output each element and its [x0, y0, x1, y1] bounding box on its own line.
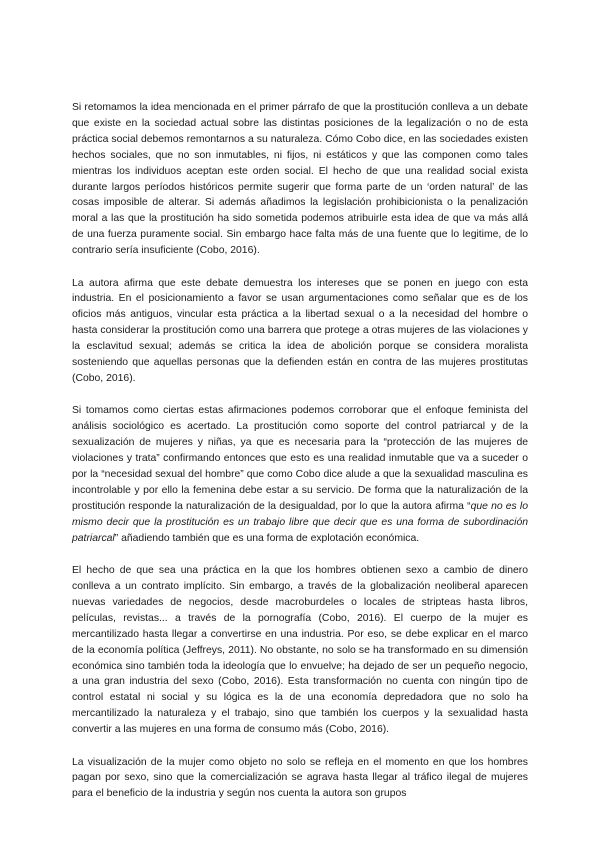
paragraph-4: El hecho de que sea una práctica en la que los hombres obtienen sexo a cambio de dinero conlleva a un contrato implícito. Sin embargo, a través de la globalización neoliberal aparecen nuevas variedades de negocios, desde macroburdeles o locales de stripteas hasta libros, películas, revistas... a través de la pornografía (Cobo, 2016). El cuerpo de la mujer es mercantilizado hasta llegar a convertirse en una industria. Por eso, se debe explicar en el marco de la economía política (Jeffreys, 2011). No obstante, no solo se ha transformado en su dimensión económica sino también toda la ideología que lo envuelve; ha dejado de ser un pequeño negocio, a una gran industria del sexo (Cobo, 2016). Esta transformación no cuenta con ningún tipo de control estatal ni social y su lógica es la de una economía depredadora que no solo ha mercantilizado la naturaleza y el trabajo, sino que también los cuerpos y la sexualidad hasta convertir a las mujeres en una forma de consumo más (Cobo, 2016).	[72, 565, 528, 736]
paragraph-3	[72, 403, 528, 546]
paragraph-3-text-before-quote: Si tomamos como ciertas estas afirmaciones podemos corroborar que el enfoque feminista del análisis sociológico es acertado. La prostitución como soporte del control patriarcal y de la sexualización de mujeres y niñas, ya que es necesaria para la “protección de las mujeres de violaciones y trata” confirmando entonces que esto es una realidad inmutable que va a suceder o por la “necesidad sexual del hombre” que como Cobo dice alude a que la sexualidad masculina es incontrolable y por ello la femenina debe estar a su servicio. De forma que la naturalización de la prostitución responde la naturalización de la desigualdad, por lo que la autora afirma “	[72, 405, 528, 512]
paragraph-2: La autora afirma que este debate demuestra los intereses que se ponen en juego con esta industria. En el posicionamiento a favor se usan argumentaciones como señalar que es de los oficios más antiguos, vincular esta práctica a la libertad sexual o a la necesidad del hombre o hasta considerar la prostitución como una barrera que protege a otras mujeres de las violaciones y la esclavitud sexual; además se critica la idea de abolición porque se considera moralista sosteniendo que aquellas personas que la defienden están en contra de las mujeres prostitutas (Cobo, 2016).	[72, 277, 528, 384]
paragraph-3-text-after-quote: ” añadiendo también que es una forma de explotación económica.	[114, 532, 420, 544]
paragraph-5: La visualización de la mujer como objeto no solo se refleja en el momento en que los hombres pagan por sexo, sino que la comercialización se agrava hasta llegar al tráfico ilegal de mujeres para el beneficio de la industria y según nos cuenta la autora son grupos	[72, 756, 528, 800]
document-body	[72, 100, 528, 802]
paragraph-3-quote: que no es lo mismo decir que la prostitución es un trabajo libre que decir que es una forma de subordinación patriarcal	[72, 500, 528, 544]
paragraph-1: Si retomamos la idea mencionada en el primer párrafo de que la prostitución conlleva a un debate que existe en la sociedad actual sobre las distintas posiciones de la legalización o no de esta práctica social debemos remontarnos a su naturaleza. Cómo Cobo dice, en las sociedades existen hechos sociales, que no son inmutables, ni fijos, ni estáticos y que las componen como tales mientras los individuos aceptan este orden social. El hecho de que una realidad social exista durante largos períodos históricos permite sugerir que forma parte de un ‘orden natural’ de las cosas imposible de alterar. Si además añadimos la legislación prohibicionista o la penalización moral a las que la prostitución ha sido sometida podemos atribuirle esta idea de que va más allá de una fuerza puramente social. Sin embargo hace falta más de una fuente que lo legitime, de lo contrario sería insuficiente (Cobo, 2016).	[72, 102, 528, 257]
